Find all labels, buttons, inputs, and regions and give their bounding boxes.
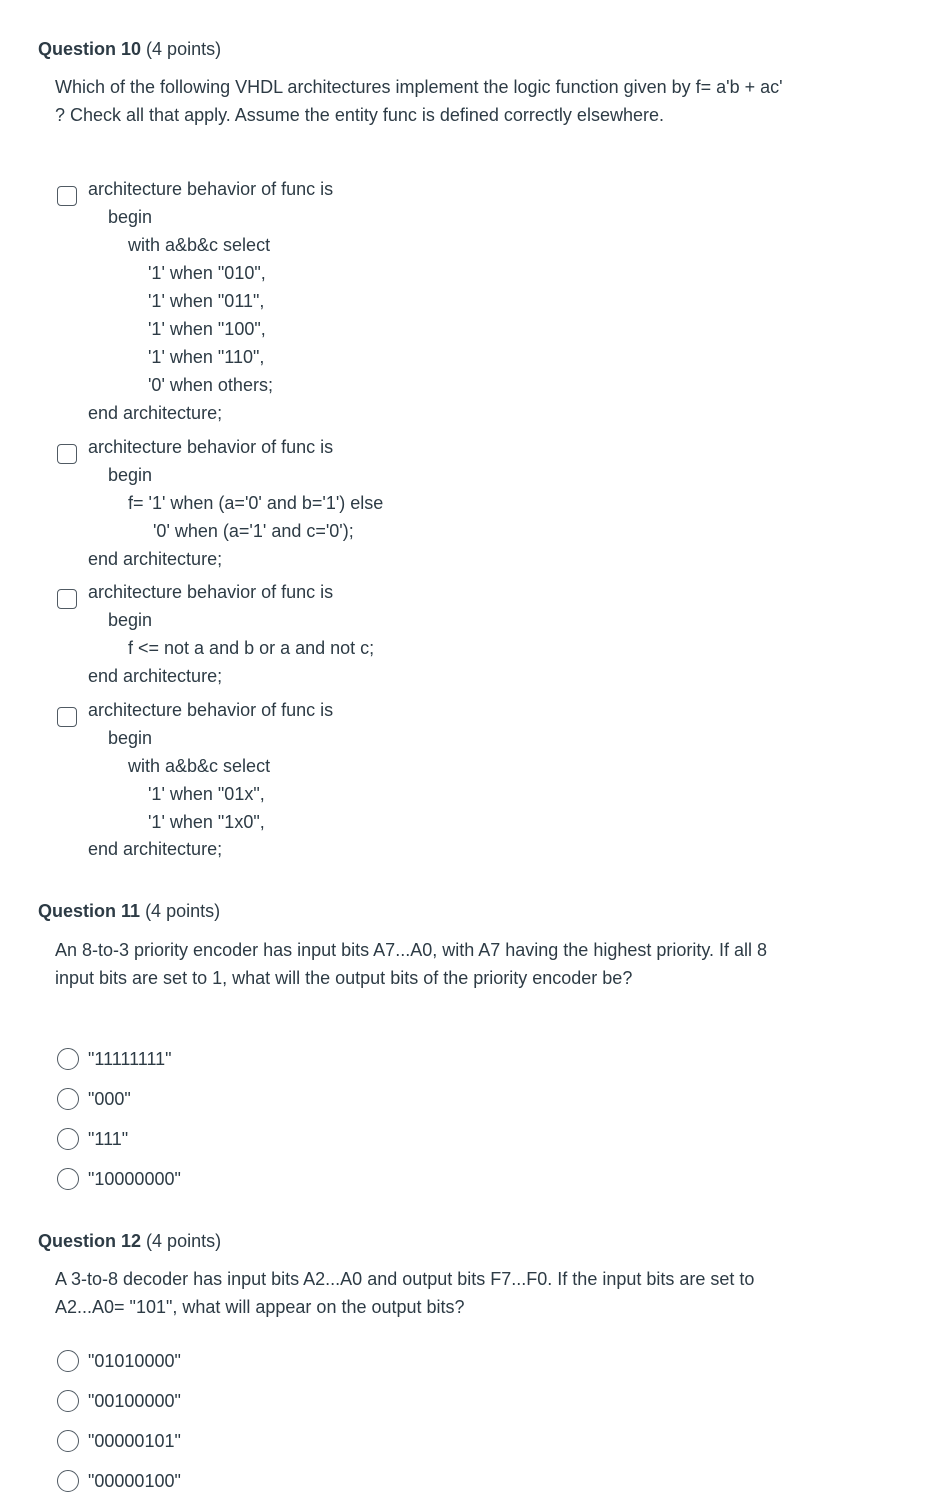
radio-button[interactable] (57, 1470, 79, 1492)
option-label[interactable]: "00000100" (88, 1471, 181, 1491)
question-12-title (38, 1229, 221, 1253)
code-line: end architecture; (88, 549, 223, 569)
question-points: (4 points) (145, 901, 221, 921)
option-label[interactable]: "11111111" (88, 1049, 172, 1069)
code-line: '1' when "01x", (148, 784, 265, 804)
radio-button[interactable] (57, 1390, 79, 1412)
checkbox[interactable] (57, 444, 77, 464)
code-line: end architecture; (88, 839, 223, 859)
code-line: '1' when "100", (148, 319, 266, 339)
code-line: end architecture; (88, 666, 223, 686)
code-line: with a&b&c select (128, 235, 271, 255)
question-points: (4 points) (146, 1231, 222, 1251)
code-line: '0' when (a='1' and c='0'); (153, 521, 354, 541)
question-10-title (38, 37, 221, 61)
radio-button[interactable] (57, 1048, 79, 1070)
code-line: '1' when "010", (148, 263, 266, 283)
option-label[interactable]: "111" (88, 1129, 129, 1149)
radio-button[interactable] (57, 1350, 79, 1372)
question-12-text: A 3-to-8 decoder has input bits A2...A0 and output bits F7...F0. If the input bits are set to A2...A0= "101", what will appear on the output bits? (55, 1269, 755, 1317)
checkbox[interactable] (57, 589, 77, 609)
question-11-title (38, 899, 220, 923)
radio-button[interactable] (57, 1088, 79, 1110)
radio-button[interactable] (57, 1430, 79, 1452)
checkbox[interactable] (57, 186, 77, 206)
question-number: Question 10 (38, 39, 142, 59)
code-line: architecture behavior of func is (88, 437, 334, 457)
option-label[interactable]: "01010000" (88, 1351, 181, 1371)
code-line: with a&b&c select (128, 756, 271, 776)
code-line: begin (108, 728, 153, 748)
code-line: architecture behavior of func is (88, 179, 334, 199)
question-10-text: Which of the following VHDL architectures implement the logic function given by f= a'b + ac' ? Check all that apply. Assume the entity func is defined correctly elsewhere. (55, 77, 783, 125)
code-line: architecture behavior of func is (88, 582, 334, 602)
code-line: end architecture; (88, 403, 223, 423)
option-label[interactable]: "00100000" (88, 1391, 181, 1411)
code-line: '1' when "110", (148, 347, 265, 367)
code-line: f <= not a and b or a and not c; (128, 638, 375, 658)
code-line: '0' when others; (148, 375, 273, 395)
option-label[interactable]: "00000101" (88, 1431, 181, 1451)
code-line: begin (108, 465, 153, 485)
radio-button[interactable] (57, 1168, 79, 1190)
code-line: '1' when "1x0", (148, 812, 265, 832)
code-line: f= '1' when (a='0' and b='1') else (128, 493, 384, 513)
question-11-text: An 8-to-3 priority encoder has input bits A7...A0, with A7 having the highest priority. If all 8 input bits are set to 1, what will the output bits of the priority encoder be? (55, 940, 768, 988)
question-number: Question 12 (38, 1231, 142, 1251)
option-label[interactable]: "10000000" (88, 1169, 181, 1189)
checkbox[interactable] (57, 707, 77, 727)
code-line: architecture behavior of func is (88, 700, 334, 720)
radio-button[interactable] (57, 1128, 79, 1150)
code-line: begin (108, 207, 153, 227)
question-points: (4 points) (146, 39, 222, 59)
code-line: begin (108, 610, 153, 630)
option-label[interactable]: "000" (88, 1089, 131, 1109)
question-number: Question 11 (38, 901, 141, 921)
code-line: '1' when "011", (148, 291, 265, 311)
